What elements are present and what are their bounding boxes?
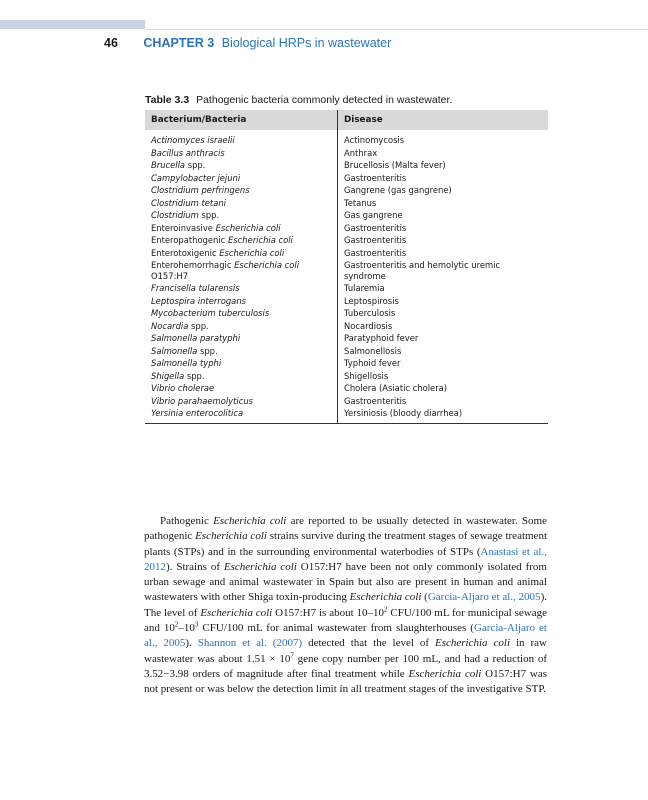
table-row	[145, 370, 548, 383]
disease-cell: Shigellosis	[344, 370, 389, 381]
disease-cell: Leptospirosis	[344, 295, 399, 306]
disease-cell: Tuberculosis	[344, 308, 396, 318]
table-row	[145, 130, 548, 147]
table-row	[145, 282, 548, 295]
disease-cell: Yersiniosis (bloody diarrhea)	[338, 407, 549, 423]
bacterium-cell: Bacillus anthracis	[145, 147, 338, 160]
disease-cell: Nocardiosis	[344, 320, 393, 331]
disease-cell: Brucellosis (Malta fever)	[344, 160, 446, 170]
citation-link[interactable]: Garcia-Aljaro et al., 2005	[144, 622, 547, 650]
citation-link[interactable]: Anastasi et al., 2012	[144, 545, 547, 573]
table-caption-label: Table 3.3	[145, 94, 190, 106]
table-row	[145, 345, 548, 358]
table-row	[145, 159, 548, 172]
bacterium-cell: Clostridium spp.	[145, 209, 338, 222]
table-row	[145, 382, 548, 395]
bacterium-cell: Yersinia enterocolitica	[145, 407, 338, 423]
disease-cell: Cholera (Asiatic cholera)	[344, 383, 448, 393]
bacterium-cell: Enterotoxigenic Escherichia coli	[145, 247, 338, 260]
bacterium-cell: Leptospira interrogans	[145, 295, 338, 308]
header-accent-bar	[0, 20, 145, 29]
table-header-row	[145, 110, 548, 130]
bacterium-cell: Clostridium perfringens	[145, 184, 338, 197]
table-row	[145, 295, 548, 308]
disease-cell: Gastroenteritis and hemolytic uremic syndrome	[344, 260, 501, 281]
table-row	[145, 184, 548, 197]
bacterium-cell: Brucella spp.	[145, 159, 338, 172]
citation-link[interactable]: Shannon et al. (2007)	[197, 637, 303, 650]
chapter-title: Biological HRPs in wastewater	[221, 36, 392, 50]
table-row	[145, 332, 548, 345]
bacterium-cell: Vibrio cholerae	[145, 382, 338, 395]
bacterium-cell: Francisella tularensis	[145, 282, 338, 295]
table-row	[145, 222, 548, 235]
disease-cell: Typhoid fever	[344, 358, 401, 368]
bacteria-table	[145, 110, 548, 424]
bacterium-cell: Enteropathogenic Escherichia coli	[145, 234, 338, 247]
bacterium-cell: Salmonella typhi	[145, 357, 338, 370]
bacterium-cell: Shigella spp.	[145, 370, 338, 383]
disease-cell: Gastroenteritis	[344, 235, 407, 245]
disease-cell: Gas gangrene	[344, 210, 403, 220]
table-row	[145, 407, 548, 423]
disease-cell: Gastroenteritis	[344, 395, 407, 406]
bacterium-cell: Campylobacter jejuni	[145, 172, 338, 185]
bacterium-cell: Actinomyces israelii	[145, 130, 338, 147]
body-paragraph: Pathogenic Escherichia coli are reported to be usually detected in wastewater. Some pathogenic Escherichia coli strains survive during the treatment stages of sewage treatment plants (STPs) and in the surrounding environmental waterbodies of STPs (Anastasi et al., 2012). Strains of Escherichia coli O157:H7 have been not only commonly isolated from urban sewage and animal wastewater in Spain but also are present in human and animal wastewaters with other Shiga toxin-producing Escherichia coli (Garcia-Aljaro et al., 2005). The level of Escherichia coli O157:H7 is about $10-10^2$ CFU/100 mL for municipal sewage and $10^2-10^3$ CFU/100 mL for animal wastewater from slaughterhouses (Garcia-Aljaro et al., 2005). Shannon et al. (2007) detected that the level of Escherichia coli in raw wastewater was about $1.51 \times 10^7$ gene copy number per 100 mL, and had a reduction of 3.52−3.98 orders of magnitude after final treatment while Escherichia coli O157:H7 was not present or was below the detection limit in all treatment stages of the investigative STP.	[144, 515, 547, 696]
table-row	[145, 247, 548, 260]
bacterium-cell: Nocardia spp.	[145, 320, 338, 333]
bacterium-cell: Salmonella spp.	[145, 345, 338, 358]
table-body	[145, 130, 548, 423]
chapter-label: CHAPTER 3	[143, 36, 215, 50]
disease-cell: Tetanus	[344, 197, 377, 208]
column-header-bacterium: Bacterium/Bacteria	[145, 110, 338, 130]
bacterium-cell: Salmonella paratyphi	[145, 332, 338, 345]
table-row	[145, 197, 548, 210]
table-row	[145, 147, 548, 160]
bacterium-cell: Enterohemorrhagic Escherichia coli O157:H7	[145, 259, 338, 282]
column-header-disease: Disease	[338, 110, 549, 130]
disease-cell: Salmonellosis	[344, 345, 402, 356]
disease-cell: Gastroenteritis	[344, 172, 407, 183]
table-row	[145, 172, 548, 185]
disease-cell: Gastroenteritis	[344, 222, 407, 233]
disease-cell: Gangrene (gas gangrene)	[344, 185, 452, 195]
running-header	[104, 36, 391, 50]
table-row	[145, 320, 548, 333]
table-row	[145, 307, 548, 320]
bacterium-cell: Enteroinvasive Escherichia coli	[145, 222, 338, 235]
bacterium-cell: Mycobacterium tuberculosis	[145, 307, 338, 320]
disease-cell: Tularemia	[344, 283, 385, 293]
table-caption-text: Pathogenic bacteria commonly detected in wastewater.	[196, 94, 453, 106]
table-row	[145, 209, 548, 222]
table-row	[145, 234, 548, 247]
table-caption	[145, 94, 452, 106]
table-row	[145, 357, 548, 370]
disease-cell: Gastroenteritis	[344, 247, 407, 258]
bacterium-cell: Vibrio parahaemolyticus	[145, 395, 338, 408]
table-row	[145, 395, 548, 408]
bacterium-cell: Clostridium tetani	[145, 197, 338, 210]
page-number: 46	[104, 36, 118, 50]
disease-cell: Anthrax	[344, 147, 378, 158]
disease-cell: Actinomycosis	[344, 135, 405, 145]
disease-cell: Paratyphoid fever	[344, 333, 419, 343]
citation-link[interactable]: Garcia-Aljaro et al., 2005	[427, 591, 541, 604]
table-row	[145, 259, 548, 282]
header-rule	[145, 29, 648, 30]
